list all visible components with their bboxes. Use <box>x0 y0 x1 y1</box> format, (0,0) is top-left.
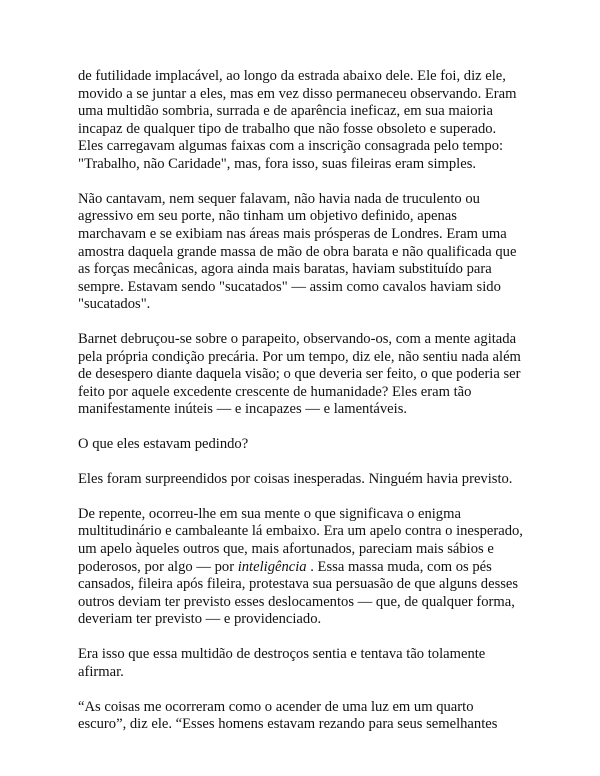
text-line: escuro”, diz ele. “Esses homens estavam rezando para seus semelhantes <box>78 716 498 733</box>
text-line: afirmar. <box>78 663 124 680</box>
text-line: Barnet debruçou-se sobre o parapeito, observando-os, com a mente agitada <box>78 331 517 348</box>
text-line: incapaz de qualquer tipo de trabalho que não fosse obsoleto e superado. <box>78 120 497 137</box>
document-page <box>78 68 528 751</box>
text-segment: . Essa massa muda, com os pés <box>306 558 492 575</box>
paragraph-7 <box>78 646 528 681</box>
paragraph-8 <box>78 699 528 734</box>
text-line: cansados, fileira após fileira, protestava sua persuasão de que alguns desses <box>78 576 519 593</box>
text-line: deveriam ter previsto — e providenciado. <box>78 611 322 628</box>
paragraph-5 <box>78 471 528 489</box>
text-line: Eles foram surpreendidos por coisas inesperadas. Ninguém havia previsto. <box>78 471 513 488</box>
text-line: "Trabalho, não Caridade", mas, fora isso, suas fileiras eram simples. <box>78 155 477 172</box>
text-line: as forças mecânicas, agora ainda mais baratas, haviam substituído para <box>78 261 492 278</box>
text-line: movido a se juntar a eles, mas em vez disso permaneceu observando. Eram <box>78 85 517 102</box>
text-line: "sucatados". <box>78 296 151 313</box>
text-line: uma multidão sombria, surrada e de aparência ineficaz, em sua maioria <box>78 103 493 120</box>
text-line: Era isso que essa multidão de destroços sentia e tentava tão tolamente <box>78 646 486 663</box>
text-line: “As coisas me ocorreram como o acender de uma luz em um quarto <box>78 698 474 715</box>
paragraph-4 <box>78 436 528 454</box>
text-line: Eles carregavam algumas faixas com a inscrição consagrada pelo tempo: <box>78 138 504 155</box>
text-line: um apelo àqueles outros que, mais afortunados, pareciam mais sábios e <box>78 541 494 557</box>
text-line-with-emphasis <box>78 559 528 577</box>
text-line: O que eles estavam pedindo? <box>78 436 249 453</box>
text-line: manifestamente inúteis — e incapazes — e lamentáveis. <box>78 401 408 418</box>
paragraph-2 <box>78 191 528 314</box>
text-line: feito por aquele excedente crescente de humanidade? Eles eram tão <box>78 383 472 400</box>
text-segment: poderosos, por algo — por <box>78 558 238 575</box>
emphasized-word: inteligência <box>237 558 307 575</box>
text-line: amostra daquela grande massa de mão de obra barata e não qualificada que <box>78 243 517 260</box>
text-line: outros deviam ter previsto esses deslocamentos — que, de qualquer forma, <box>78 593 515 610</box>
text-line: pela própria condição precária. Por um tempo, diz ele, não sentiu nada além <box>78 348 521 365</box>
text-line: Não cantavam, nem sequer falavam, não havia nada de truculento ou <box>78 190 480 207</box>
text-line: De repente, ocorreu-lhe em sua mente o que significava o enigma <box>78 505 461 522</box>
text-line: multitudinário e cambaleante lá embaixo. Era um apelo contra o inesperado, <box>78 523 523 540</box>
paragraph-3 <box>78 331 528 419</box>
paragraph-1 <box>78 68 528 174</box>
paragraph-6 <box>78 506 528 629</box>
text-line: marchavam e se exibiam nas áreas mais prósperas de Londres. Eram uma <box>78 225 507 242</box>
text-line: agressivo em seu porte, não tinham um objetivo definido, apenas <box>78 208 457 225</box>
text-line: de futilidade implacável, ao longo da estrada abaixo dele. Ele foi, diz ele, <box>78 68 506 84</box>
text-line: sempre. Estavam sendo "sucatados" — assim como cavalos haviam sido <box>78 278 501 295</box>
text-line: de desespero diante daquela visão; o que deveria ser feito, o que poderia ser <box>78 366 521 383</box>
